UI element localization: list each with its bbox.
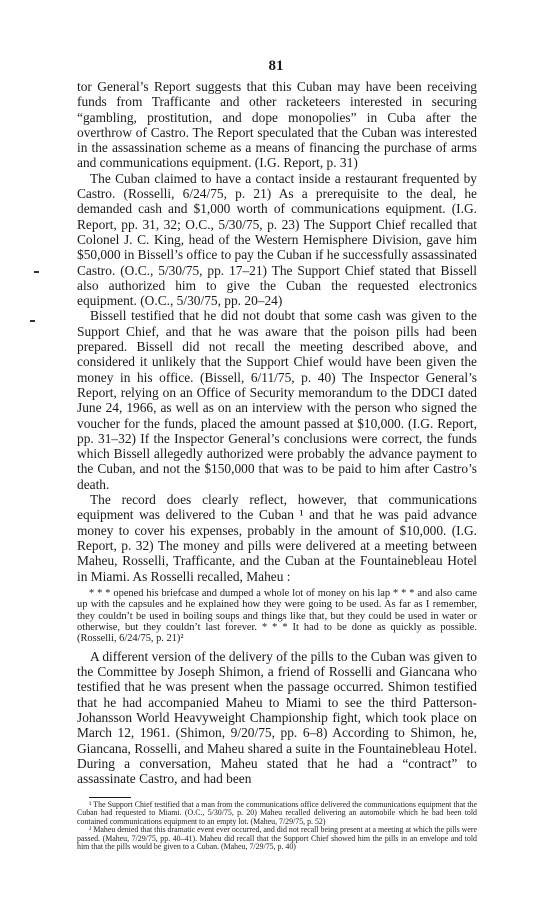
document-body [77,79,477,852]
body-paragraph: tor General’s Report suggests that this Cuban may have been receiving funds from Trafficante and other racketeers interested in securing “gambling, prostitution, and dope monopolies” in Cuba after the overthrow of Castro. The Report speculated that the Cuban was interested in the assassination scheme as a means of financing the purchase of arms and communications equipment. (I.G. Report, p. 31) [77,79,477,171]
body-paragraph: Bissell testified that he did not doubt that some cash was given to the Support Chief, and that he was aware that the poison pills had been prepared. Bissell did not recall the meeting described above, and considered it unlikely that the Support Chief would have been given the money in his office. (Bissell, 6/11/75, p. 40) The Inspector General’s Report, relying on an Office of Security memorandum to the DDCI dated June 24, 1966, as well as on an interview with the person who signed the voucher for the funds, placed the amount passed at $10,000. (I.G. Report, pp. 31–32) If the Inspector General’s conclusions were correct, the funds which Bissell allegedly authorized were probably the advance payment to the Cuban, and not the $150,000 that was to be paid to him after Castro’s death. [77,308,477,492]
footnote: ² Maheu denied that this dramatic event ever occurred, and did not recall being present at a meeting at which the pills were passed. (Maheu, 7/29/75, pp. 40–41). Maheu did recall that the Support Chief showed him the pills in an envelope and told him that the pills would be given to a Cuban. (Maheu, 7/29/75, p. 40) [77,825,477,852]
margin-mark [30,320,35,322]
margin-mark [34,271,39,273]
body-paragraph: The record does clearly reflect, however, that communications equipment was delivered to the Cuban ¹ and that he was paid advance money to cover his expenses, probably in the amount of $10,000. (I.G. Report, p. 32) The money and pills were delivered at a meeting between Maheu, Rosselli, Trafficante, and the Cuban at the Fountainebleau Hotel in Miami. As Rosselli recalled, Maheu : [77,492,477,584]
body-paragraph: A different version of the delivery of the pills to the Cuban was given to the Committee by Joseph Shimon, a friend of Rosselli and Giancana who testified that he was present when the passage occurred. Shimon testified that he had accompanied Maheu to Miami to see the third Patterson-Johansson World Heavyweight Championship fight, which took place on March 12, 1961. (Shimon, 9/20/75, pp. 6–8) According to Shimon, he, Giancana, Rosselli, and Maheu shared a suite in the Fountainebleau Hotel. During a conversation, Maheu stated that he had a “contract” to assassinate Castro, and had been [77,648,477,787]
footnote: ¹ The Support Chief testified that a man from the communications office delivered the communications equipment that the Cuban had requested to Miami. (O.C., 5/30/75, p. 20) Maheu recalled delivering an automobile which he had been told contained communications equipment to an empty lot. (Maheu, 7/29/75, p. 52) [77,799,477,826]
footnote-rule [89,797,131,798]
page-number: 81 [268,58,284,74]
block-quote: * * * opened his briefcase and dumped a whole lot of money on his lap * * * and also came up with the capsules and he explained how they were going to be used. As far as I remember, they couldn’t be used in boiling soups and things like that, but they could be used in water or otherwise, but they couldn’t last forever. * * * It had to be done as quickly as possible. (Rosselli, 6/24/75, p. 21)² [77,587,477,645]
body-paragraph: The Cuban claimed to have a contact inside a restaurant frequented by Castro. (Rosselli, 6/24/75, p. 21) As a prerequisite to the deal, he demanded cash and $1,000 worth of communications equipment. (I.G. Report, pp. 31, 32; O.C., 5/30/75, p. 23) The Support Chief recalled that Colonel J. C. King, head of the Western Hemisphere Division, gave him $50,000 in Bissell’s office to pay the Cuban if he successfully assassinated Castro. (O.C., 5/30/75, pp. 17–21) The Support Chief stated that Bissell also authorized him to give the Cuban the requested electronics equipment. (O.C., 5/30/75, pp. 20–24) [77,170,477,309]
